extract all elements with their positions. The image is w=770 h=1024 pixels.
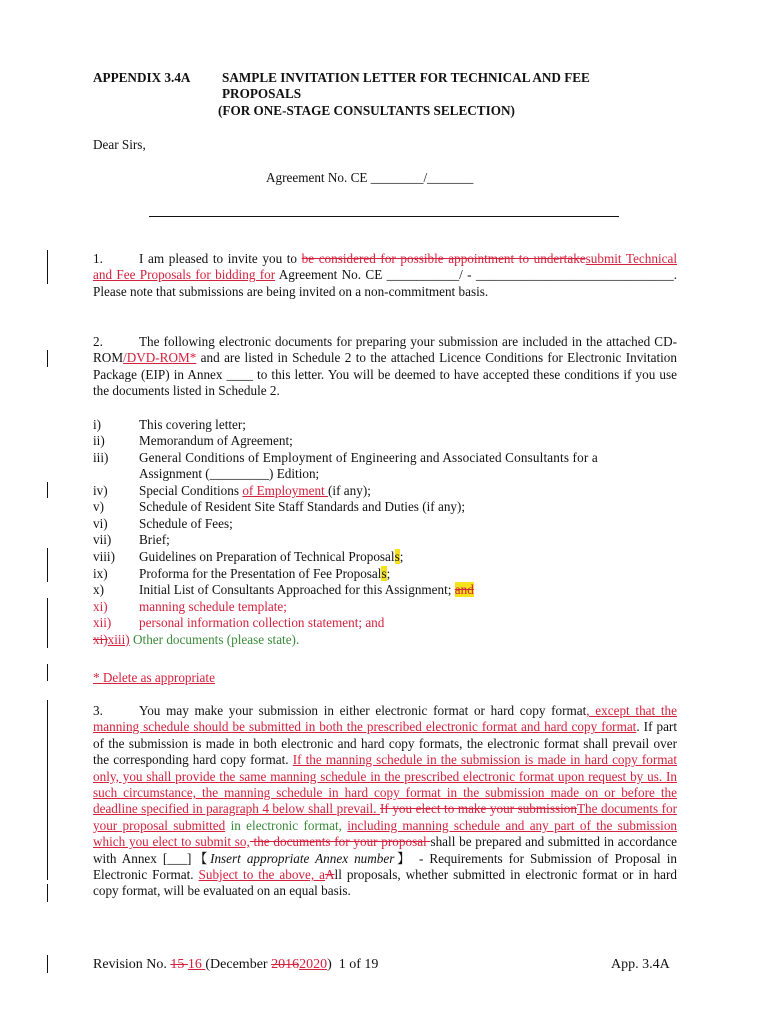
inserted-text: Subject to the above, a xyxy=(198,867,325,883)
appendix-label: APPENDIX 3.4A xyxy=(93,70,191,85)
separator-line xyxy=(149,216,619,217)
paragraph-2: 2. The following electronic documents for preparing your submission are included in the attached CD-ROM/DVD-ROM* and are listed in Schedule 2 to the attached Licence Conditions for Electronic Invitation Package (EIP) in Annex ____ to this letter. You will be deemed to have accepted these conditions if you use the documents listed in Schedule 2. xyxy=(93,334,677,399)
paragraph-number: 1. xyxy=(93,251,103,266)
page-subtitle: (FOR ONE-STAGE CONSULTANTS SELECTION) xyxy=(218,103,515,118)
highlighted-text: s xyxy=(381,566,387,581)
deleted-text: xi) xyxy=(93,632,108,647)
deleted-text: be considered for possible appointment to undertake xyxy=(301,251,586,266)
page-number: 1 of 19 xyxy=(338,957,379,972)
change-bar xyxy=(47,700,48,880)
appendix-footer: App. 3.4A xyxy=(611,957,670,972)
inserted-text: If the manning schedule in the submission is made in hard copy format only, you shall provide the same manning schedule in the prescribed electronic format upon request by us. In such circumstance, the manning schedule in hard copy format in the submission made on or before the deadline specified in paragraph 4 below shall prevail. xyxy=(93,752,677,817)
page-title: SAMPLE INVITATION LETTER FOR TECHNICAL AND FEE xyxy=(222,70,590,85)
inserted-text: /DVD-ROM* xyxy=(123,350,197,366)
deleted-text: the documents for your proposal xyxy=(249,834,431,850)
inserted-text: of Employment xyxy=(242,483,329,498)
salutation: Dear Sirs, xyxy=(93,137,146,152)
change-bar xyxy=(47,250,48,284)
deleted-text: and xyxy=(454,582,474,597)
change-bar xyxy=(47,548,48,582)
deleted-text: If you elect to make your submission xyxy=(380,801,577,817)
change-bar xyxy=(47,664,48,681)
page-title-line2: PROPOSALS xyxy=(222,86,302,101)
inserted-text: The documents for your proposal submitted xyxy=(93,801,678,833)
inserted-text: 2020 xyxy=(299,957,328,972)
deleted-text: A xyxy=(325,867,335,883)
highlighted-text: s xyxy=(394,549,400,564)
inserted-text: submit Technical and Fee Proposals for bidding for xyxy=(93,251,677,283)
paragraph-1: 1. I am pleased to invite you to be considered for possible appointment to undertakesubmit Technical and Fee Proposals for bidding for Agreement No. CE ___________/ - ______________________________. Please note that submissions are being invited on a non-commitment basis. xyxy=(93,251,677,299)
inserted-text: , except that the manning schedule should be submitted in both the prescribed electronic format and hard copy format xyxy=(93,703,677,735)
change-bar xyxy=(47,598,48,648)
deleted-text: 2016 xyxy=(271,957,300,972)
footnote: * Delete as appropriate xyxy=(93,670,215,685)
revision-footer: Revision No. 15 16 (December 20162020) 1 of 19 xyxy=(93,957,379,972)
paragraph-number: 3. xyxy=(93,703,103,718)
inserted-text: including manning schedule and any part of the submission which you elect to submit so, xyxy=(93,817,678,850)
change-bar xyxy=(47,482,48,498)
deleted-text: 15 xyxy=(170,957,188,972)
change-bar xyxy=(47,884,48,902)
agreement-number: Agreement No. CE ________/_______ xyxy=(266,170,474,185)
change-bar xyxy=(47,350,48,367)
paragraph-number: 2. xyxy=(93,334,103,349)
paragraph-3: 3. You may make your submission in either electronic format or hard copy format, except that the manning schedule should be submitted in both the prescribed electronic format and hard copy format. If part of the submission is made in both electronic and hard copy formats, the electronic format shall prevail over the corresponding hard copy format. If the manning schedule in the submission is made in hard copy format only, you shall provide the same manning schedule in the prescribed electronic format upon request by us. In such circumstance, the manning schedule in hard copy format in the submission made on or before the deadline specified in paragraph 4 below shall prevail. If you elect to make your submissionThe documents for your proposal submitted in electronic format, including manning schedule and any part of the submission which you elect to submit so, the documents for your proposal shall be prepared and submitted in accordance with Annex [___]【Insert appropriate Annex number】 - Requirements for Submission of Proposal in Electronic Format. Subject to the above, aAll proposals, whether submitted in electronic format or in hard copy format, will be evaluated on an equal basis. xyxy=(93,703,678,899)
inserted-text: 16 xyxy=(187,957,206,972)
change-bar xyxy=(47,955,48,973)
green-text: in electronic format, xyxy=(225,817,348,833)
inserted-text: xiii) xyxy=(107,632,130,647)
